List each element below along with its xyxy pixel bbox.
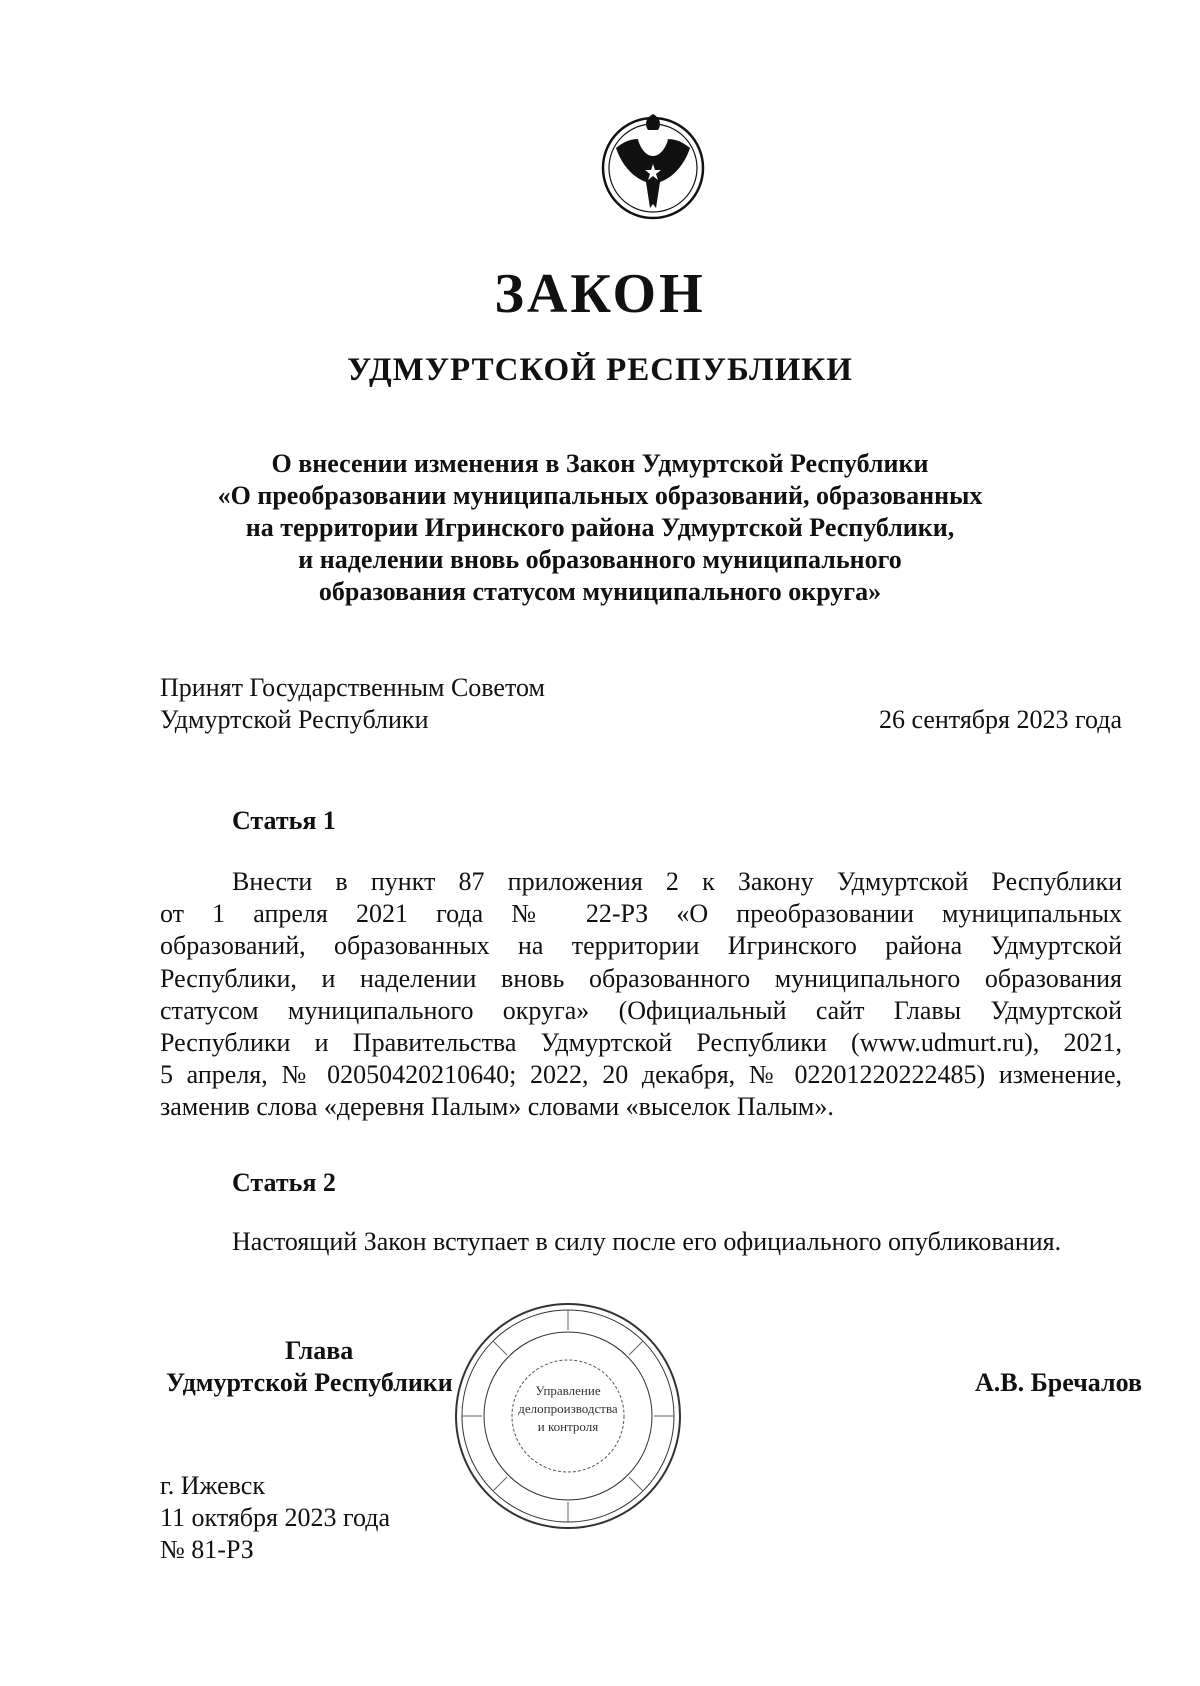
article-2-heading: Статья 2 [232, 1168, 336, 1197]
adoption-line-1: Принят Государственным Советом [160, 673, 545, 702]
law-name-line: и наделении вновь образованного муниципального [298, 545, 902, 574]
signatory-position-line-2: Удмуртской Республики [166, 1368, 453, 1397]
article-1-line: заменив слова «деревня Палым» словами «выселок Палым». [160, 1092, 834, 1122]
article-1-line: Республики и Правительства Удмуртской Республики (www.udmurt.ru), 2021, [160, 1028, 1122, 1058]
article-1-line: статусом муниципального округа» (Официальный сайт Главы Удмуртской [160, 995, 1122, 1025]
footer-date: 11 октября 2023 года [160, 1503, 391, 1532]
adoption-date: 26 сентября 2023 года [878, 705, 1122, 734]
seal-line: делопроизводства [518, 1401, 618, 1416]
document-subtitle: УДМУРТСКОЙ РЕСПУБЛИКИ [347, 352, 853, 388]
article-1-heading: Статья 1 [232, 806, 336, 835]
article-1-line: от 1 апреля 2021 года № 22-РЗ «О преобразовании муниципальных [160, 899, 1122, 929]
footer-place: г. Ижевск [160, 1471, 265, 1500]
seal-line: Управление [535, 1383, 601, 1398]
seal-line: и контроля [537, 1419, 599, 1434]
article-1-text [160, 866, 1122, 1124]
signatory-position-line-1: Глава [285, 1336, 354, 1365]
document-title: ЗАКОН [494, 263, 706, 325]
adoption-line-2: Удмуртской Республики [160, 705, 429, 734]
article-1-line: Республики, и наделении вновь образованного муниципального образования [160, 963, 1122, 993]
article-1-line: 5 апреля, № 02050420210640; 2022, 20 декабря, № 02201220222485) изменение, [160, 1060, 1122, 1090]
law-name-line: О внесении изменения в Закон Удмуртской Республики [271, 449, 929, 478]
seal-inner-text [518, 1382, 618, 1436]
article-1-line: образований, образованных на территории Игринского района Удмуртской [160, 931, 1122, 961]
law-name [160, 448, 1040, 608]
official-seal-icon [452, 1300, 684, 1532]
law-name-line: на территории Игринского района Удмуртской Республики, [245, 513, 955, 542]
law-name-line: «О преобразовании муниципальных образований, образованных [217, 481, 983, 510]
signatory-name: А.В. Бречалов [974, 1368, 1142, 1397]
udmurt-coat-of-arms-icon [598, 108, 708, 223]
article-1-line: Внести в пункт 87 приложения 2 к Закону Удмуртской Республики [232, 867, 1122, 896]
footer-number: № 81-РЗ [160, 1535, 254, 1564]
law-name-line: образования статусом муниципального округа» [318, 577, 882, 606]
article-2-text: Настоящий Закон вступает в силу после его официального опубликования. [232, 1227, 1062, 1256]
